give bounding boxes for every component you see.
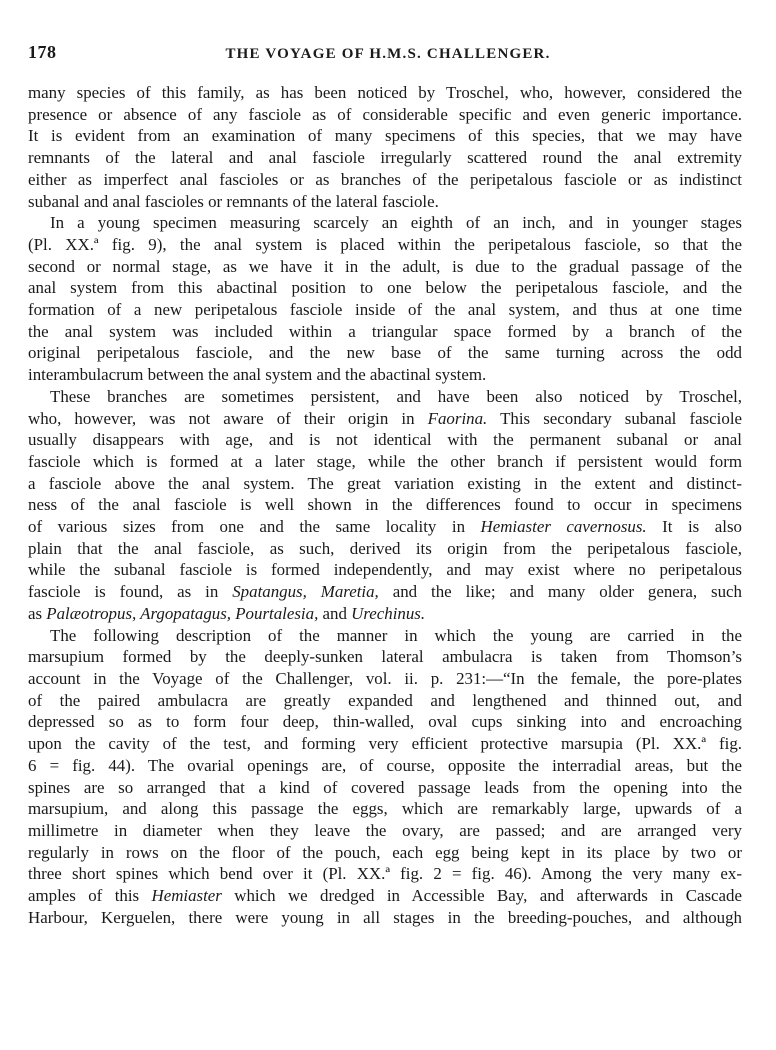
text-run: while the subanal fasciole is formed independently, and may exist where no peripetalous [28,560,742,580]
text-line [28,429,742,451]
text-line [28,755,742,777]
text-run: These branches are sometimes persistent, and have been also noticed by Troschel, [50,386,742,406]
text-line [28,212,742,234]
text-line [28,820,742,842]
text-line [28,863,742,885]
text-line [28,885,742,907]
text-run: Harbour, Kerguelen, there were young in all stages in the breeding-pouches, and although [28,907,742,927]
text-run: of various sizes from one and the same locality in [28,517,481,537]
text-run: depressed so as to form four deep, thin-walled, oval cups sinking into and encroaching [28,712,742,732]
text-run: remnants of the lateral and anal fasciole irregularly scattered round the anal extremity [28,148,742,168]
text-run: and [318,603,352,623]
text-run: It is also [646,517,742,537]
text-line [28,342,742,364]
text-run: It is evident from an examination of many specimens of this species, that we may have [28,126,742,146]
text-run: usually disappears with age, and is not identical with the permanent subanal or anal [28,430,742,450]
text-run: spines are so arranged that a kind of covered passage leads from the opening into the [28,777,742,797]
text-line [28,364,742,386]
text-line [28,104,742,126]
text-line [28,473,742,495]
text-run: three short spines which bend over it (Pl. XX.ª fig. 2 = fig. 46). Among the very many ex- [28,864,742,884]
text-run: ness of the anal fasciole is well shown in the differences found to occur in specimens [28,495,742,515]
text-line [28,711,742,733]
text-line [28,169,742,191]
text-run: original peripetalous fasciole, and the new base of the same turning across the odd [28,343,742,363]
text-run: formation of a new peripetalous fasciole inside of the anal system, and thus at one time [28,300,742,320]
text-line [28,798,742,820]
text-line [28,668,742,690]
text-line [28,777,742,799]
italic-term: Palæotropus, Argopatagus, Pourtalesia, [46,603,319,623]
text-run: second or normal stage, as we have it in the adult, is due to the gradual passage of the [28,256,742,276]
text-run: account in the Voyage of the Challenger, vol. ii. p. 231:—“In the female, the pore-plates [28,668,742,688]
text-line [28,125,742,147]
page-number: 178 [28,42,57,62]
text-line [28,82,742,104]
text-run: either as imperfect anal fascioles or as branches of the peripetalous fasciole or as indistinct [28,169,742,189]
text-run: upon the cavity of the test, and forming very efficient protective marsupia (Pl. XX.ª fig. [28,734,742,754]
text-line [28,277,742,299]
paragraph [28,82,742,212]
text-run: many species of this family, as has been noticed by Troschel, who, however, considered the [28,83,742,102]
text-run: This secondary subanal fasciole [487,408,743,428]
text-run: (Pl. XX.ª fig. 9), the anal system is placed within the peripetalous fasciole, so that the [28,234,742,254]
text-line [28,842,742,864]
text-run: as [28,603,47,623]
text-run: and the like; and many older genera, such [378,582,742,602]
text-run: amples of this [28,886,152,906]
text-run: subanal and anal fascioles or remnants of the lateral fasciole. [28,191,439,211]
text-line [28,299,742,321]
text-run: marsupium formed by the deeply-sunken lateral ambulacra is taken from Thomson’s [28,647,742,667]
text-run: fasciole is found, as in [28,582,233,602]
text-run: The following description of the manner in which the young are carried in the [50,625,742,645]
text-line [28,516,742,538]
text-run: the anal system was included within a triangular space formed by a branch of the [28,321,742,341]
text-line [28,625,742,647]
text-line [28,538,742,560]
paragraph [28,212,742,386]
text-run: millimetre in diameter when they leave the ovary, are passed; and are arranged very [28,820,742,840]
text-run: fasciole which is formed at a later stage, while the other branch if persistent would form [28,451,742,471]
text-line [28,234,742,256]
text-run: In a young specimen measuring scarcely an eighth of an inch, and in younger stages [50,213,742,233]
text-run: presence or absence of any fasciole as of considerable specific and even generic importance. [28,104,742,124]
text-line [28,147,742,169]
italic-term: Hemiaster cavernosus. [480,517,647,537]
text-run: which we dredged in Accessible Bay, and afterwards in Cascade [221,886,742,906]
text-line [28,191,742,213]
italic-term: Hemiaster [151,886,222,906]
italic-term: Urechinus. [351,603,426,623]
text-line [28,321,742,343]
text-line [28,581,742,603]
text-line [28,690,742,712]
text-run: who, however, was not aware of their origin in [28,408,428,428]
text-line [28,256,742,278]
paragraph [28,386,742,625]
text-run: of the paired ambulacra are greatly expanded and lengthened and thinned out, and [28,690,742,710]
text-run: anal system from this abactinal position to one below the peripetalous fasciole, and the [28,278,742,298]
text-line [28,907,742,929]
text-line [28,408,742,430]
text-run: interambulacrum between the anal system and the abactinal system. [28,365,487,385]
text-run: 6 = fig. 44). The ovarial openings are, of course, opposite the interradial areas, but the [28,755,742,775]
italic-term: Spatangus, Maretia, [232,582,379,602]
text-line [28,451,742,473]
italic-term: Faorina. [427,408,488,428]
text-run: a fasciole above the anal system. The great variation existing in the extent and distinct- [28,473,742,493]
text-line [28,386,742,408]
text-line [28,733,742,755]
running-title: THE VOYAGE OF H.M.S. CHALLENGER. [225,46,551,62]
text-line [28,603,742,625]
text-line [28,559,742,581]
paragraph [28,625,742,929]
text-run: regularly in rows on the floor of the pouch, each egg being kept in its place by two or [28,842,742,862]
text-run: plain that the anal fasciole, as such, derived its origin from the peripetalous fasciole, [28,538,742,558]
text-run: marsupium, and along this passage the eggs, which are remarkably large, upwards of a [28,799,742,819]
text-line [28,646,742,668]
body-text [28,82,742,928]
text-line [28,494,742,516]
